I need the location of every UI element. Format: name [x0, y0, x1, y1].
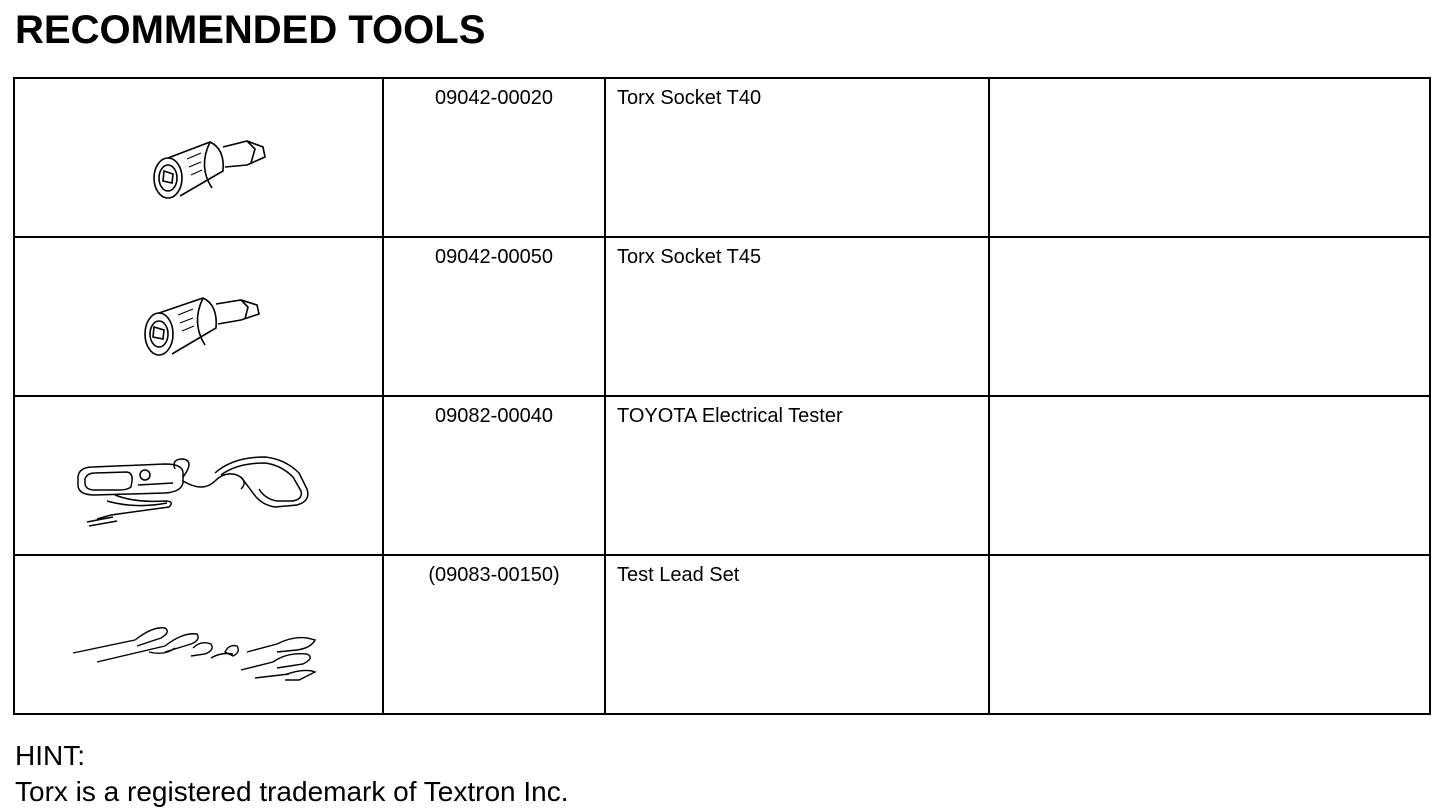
note-cell [989, 396, 1430, 555]
tool-illustration-cell [14, 555, 383, 714]
torx-socket-icon [15, 238, 382, 395]
part-number: 09042-00020 [383, 78, 605, 237]
hint-section [15, 738, 569, 810]
part-number: 09082-00040 [383, 396, 605, 555]
table-row [14, 78, 1430, 237]
hint-label: HINT: [15, 740, 85, 771]
tools-table [13, 77, 1431, 715]
tool-illustration-cell [14, 78, 383, 237]
note-cell [989, 237, 1430, 396]
table-row [14, 555, 1430, 714]
table-row [14, 237, 1430, 396]
tool-name: Torx Socket T40 [605, 78, 989, 237]
tool-illustration-cell [14, 396, 383, 555]
hint-text: Torx is a registered trademark of Textron Inc. [15, 776, 569, 807]
note-cell [989, 78, 1430, 237]
torx-socket-icon [15, 79, 382, 236]
table-row [14, 396, 1430, 555]
test-lead-set-icon [15, 556, 382, 713]
tool-name: TOYOTA Electrical Tester [605, 396, 989, 555]
part-number: 09042-00050 [383, 237, 605, 396]
part-number: (09083-00150) [383, 555, 605, 714]
electrical-tester-icon [15, 397, 382, 554]
tool-name: Test Lead Set [605, 555, 989, 714]
tool-name: Torx Socket T45 [605, 237, 989, 396]
page-title: RECOMMENDED TOOLS [15, 8, 486, 52]
tool-illustration-cell [14, 237, 383, 396]
note-cell [989, 555, 1430, 714]
